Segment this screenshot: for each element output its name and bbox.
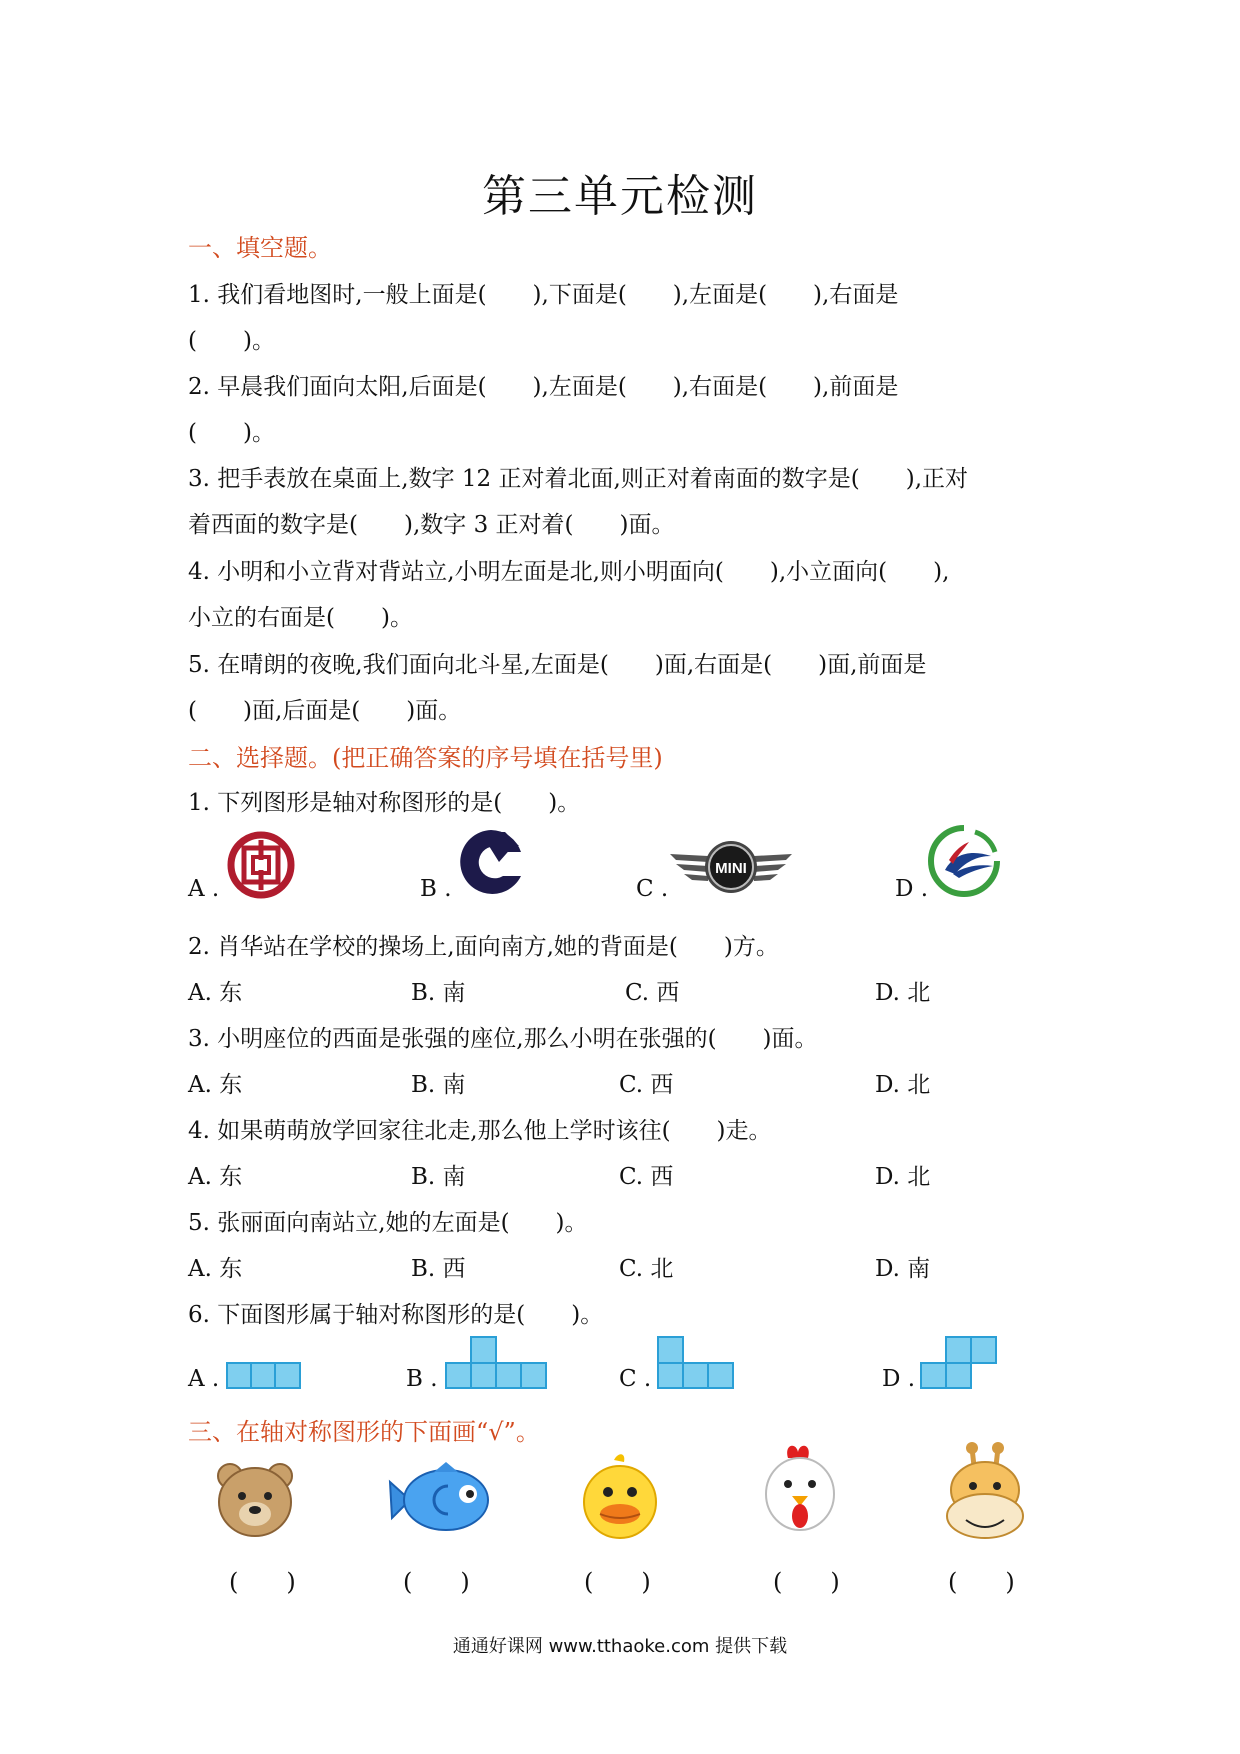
block-shape-c [657,1336,737,1390]
choice-q1-option-c: C . [636,876,669,902]
answer-paren-duck[interactable]: ( ) [584,1568,651,1596]
answer-paren-bear[interactable]: ( ) [229,1568,296,1596]
answer-paren-rooster[interactable]: ( ) [773,1568,840,1596]
bird-logo-icon [925,822,1003,900]
choice-q5-option-a: A. 东 [188,1256,243,1282]
fill-q5-line2: ( )面,后面是( )面。 [188,698,462,724]
choice-q3-option-d: D. 北 [875,1072,931,1098]
choice-q3: 3. 小明座位的西面是张强的座位,那么小明在张强的( )面。 [188,1026,818,1052]
choice-q2-option-b: B. 南 [411,980,466,1006]
choice-q1-option-a: A . [188,876,220,902]
fill-q3-line1: 3. 把手表放在桌面上,数字 12 正对着北面,则正对着南面的数字是( ),正对 [188,466,969,492]
choice-q2-option-d: D. 北 [875,980,931,1006]
choice-q3-option-c: C. 西 [619,1072,674,1098]
choice-q5-option-b: B. 西 [411,1256,466,1282]
section-3-heading: 三、在轴对称图形的下面画“√”。 [188,1418,540,1446]
choice-q6: 6. 下面图形属于轴对称图形的是( )。 [188,1302,604,1328]
choice-q5: 5. 张丽面向南站立,她的左面是( )。 [188,1210,588,1236]
rooster-icon [760,1440,840,1544]
choice-q5-option-c: C. 北 [619,1256,674,1282]
block-shape-a [226,1362,302,1390]
choice-q6-option-c: C . [619,1366,652,1392]
answer-paren-giraffe[interactable]: ( ) [948,1568,1015,1596]
choice-q6-option-b: B . [406,1366,438,1392]
mini-logo-icon [668,836,794,896]
choice-q1-option-b: B . [420,876,452,902]
choice-q6-option-a: A . [188,1366,220,1392]
choice-q3-option-b: B. 南 [411,1072,466,1098]
answer-paren-fish[interactable]: ( ) [403,1568,470,1596]
page-title: 第三单元检测 [482,171,758,222]
choice-q6-option-d: D . [882,1366,916,1392]
choice-q1-option-d: D . [895,876,929,902]
choice-q4-option-c: C. 西 [619,1164,674,1190]
block-shape-d [920,1336,1000,1390]
icbc-logo-icon [226,830,296,900]
fill-q4-line1: 4. 小明和小立背对背站立,小明左面是北,则小明面向( ),小立面向( ), [188,559,950,585]
choice-q2: 2. 肖华站在学校的操场上,面向南方,她的背面是( )方。 [188,934,779,960]
section-1-heading: 一、填空题。 [188,234,332,262]
choice-q3-option-a: A. 东 [188,1072,243,1098]
fill-q4-line2: 小立的右面是( )。 [188,605,413,631]
choice-q4-option-a: A. 东 [188,1164,243,1190]
choice-q5-option-d: D. 南 [875,1256,931,1282]
choice-q4-option-b: B. 南 [411,1164,466,1190]
choice-q2-option-a: A. 东 [188,980,243,1006]
choice-q4-option-d: D. 北 [875,1164,931,1190]
fill-q3-line2: 着西面的数字是( ),数字 3 正对着( )面。 [188,512,675,538]
fill-q5-line1: 5. 在晴朗的夜晚,我们面向北斗星,左面是( )面,右面是( )面,前面是 [188,652,927,678]
choice-q2-option-c: C. 西 [625,980,680,1006]
bear-icon [212,1456,298,1542]
giraffe-icon [940,1440,1030,1544]
fill-q2-line1: 2. 早晨我们面向太阳,后面是( ),左面是( ),右面是( ),前面是 [188,374,899,400]
block-shape-b [445,1336,549,1390]
section-2-heading: 二、选择题。(把正确答案的序号填在括号里) [188,744,663,772]
choice-q4: 4. 如果萌萌放学回家往北走,那么他上学时该往( )走。 [188,1118,772,1144]
duck-icon [578,1452,662,1542]
fill-q1-line1: 1. 我们看地图时,一般上面是( ),下面是( ),左面是( ),右面是 [188,282,899,308]
footer-credit: 通通好课网 www.tthaoke.com 提供下载 [452,1636,788,1657]
fill-q1-line2: ( )。 [188,328,275,354]
fill-q2-line2: ( )。 [188,420,275,446]
mini-logo-text: MINI [715,860,747,877]
fish-icon [388,1460,492,1540]
ccb-logo-icon [455,826,527,898]
choice-q1: 1. 下列图形是轴对称图形的是( )。 [188,790,581,816]
